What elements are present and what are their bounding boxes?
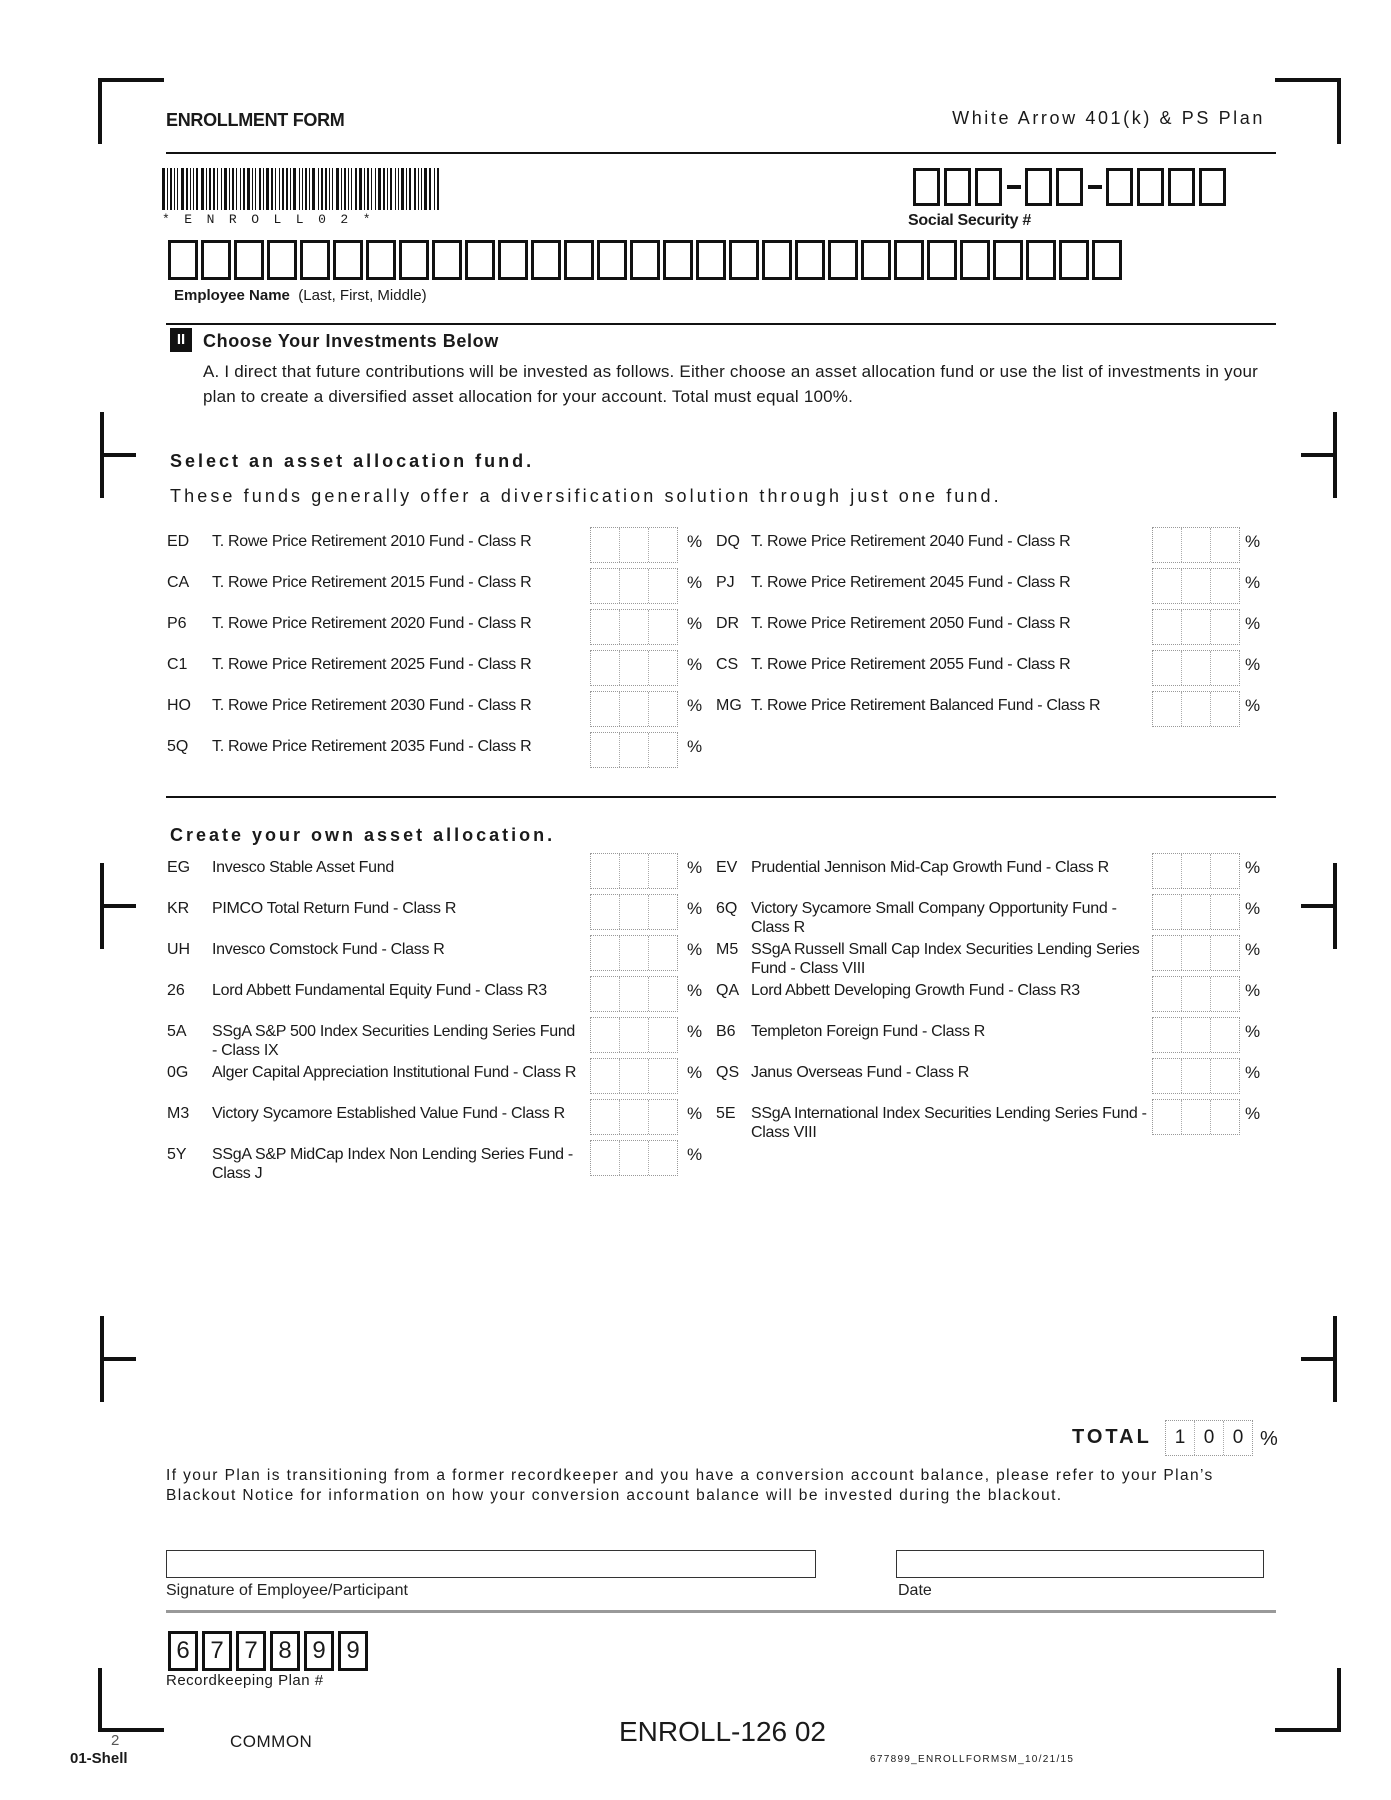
fund-name: T. Rowe Price Retirement 2020 Fund - Class R — [212, 615, 532, 632]
plan-digit: 7 — [202, 1631, 232, 1671]
percent-sign: % — [1245, 1022, 1261, 1041]
plan-digit: 7 — [236, 1631, 266, 1671]
fund-code: QS — [716, 1064, 740, 1081]
header-rule — [166, 152, 1276, 154]
corner-mark-top-left — [98, 78, 164, 144]
fund-code: DQ — [716, 533, 740, 550]
name-char-box[interactable] — [960, 240, 990, 280]
fund-name: Alger Capital Appreciation Institutional Fund - Class R — [212, 1064, 577, 1081]
total-label: TOTAL — [1072, 1426, 1152, 1448]
page-number: 2 — [111, 1732, 120, 1749]
fund-code: 5Y — [167, 1146, 187, 1163]
fund-code: EG — [167, 859, 191, 876]
employee-name-label-text: Employee Name — [174, 287, 290, 304]
file-id: 677899_ENROLLFORMSM_10/21/15 — [870, 1754, 1075, 1765]
name-char-box[interactable] — [168, 240, 198, 280]
asset-allocation-title: Select an asset allocation fund. — [170, 451, 535, 471]
fund-code: 0G — [167, 1064, 189, 1081]
side-tick-left-3 — [100, 1316, 104, 1402]
name-char-box[interactable] — [234, 240, 264, 280]
name-char-box[interactable] — [432, 240, 462, 280]
signature-rule — [166, 1610, 1276, 1613]
percent-sign: % — [1245, 1063, 1261, 1082]
ssn-boxes[interactable] — [913, 168, 1230, 206]
fund-percent-input[interactable] — [590, 935, 678, 971]
side-tick-right-1 — [1333, 412, 1337, 498]
name-char-box[interactable] — [597, 240, 627, 280]
fund-code: 5A — [167, 1023, 187, 1040]
name-char-box[interactable] — [564, 240, 594, 280]
fund-code: B6 — [716, 1023, 736, 1040]
plan-digit: 9 — [338, 1631, 368, 1671]
fund-name: T. Rowe Price Retirement 2015 Fund - Class R — [212, 574, 532, 591]
fund-percent-input[interactable] — [590, 609, 678, 645]
common-label: COMMON — [230, 1732, 313, 1751]
fund-name: Janus Overseas Fund - Class R — [751, 1064, 970, 1081]
percent-sign: % — [687, 1063, 703, 1082]
form-title: ENROLLMENT FORM — [166, 110, 345, 130]
side-tick-right-2 — [1333, 863, 1337, 949]
percent-sign: % — [1245, 655, 1261, 674]
name-char-box[interactable] — [630, 240, 660, 280]
total-digit: 0 — [1232, 1427, 1244, 1448]
percent-sign: % — [687, 1145, 703, 1164]
fund-name: Prudential Jennison Mid-Cap Growth Fund - Class R — [751, 859, 1109, 876]
percent-sign: % — [687, 1104, 703, 1123]
percent-sign: % — [1245, 1104, 1261, 1123]
percent-sign: % — [687, 981, 703, 1000]
side-tick-left-1 — [100, 412, 104, 498]
fund-percent-input[interactable] — [1152, 894, 1240, 930]
section-number-badge: II — [170, 328, 192, 352]
name-char-box[interactable] — [696, 240, 726, 280]
fund-name: T. Rowe Price Retirement 2035 Fund - Class R — [212, 738, 532, 755]
fund-percent-input[interactable] — [590, 691, 678, 727]
fund-percent-input[interactable] — [590, 1058, 678, 1094]
fund-code: HO — [167, 697, 191, 714]
fund-code: M3 — [167, 1105, 190, 1122]
fund-percent-input[interactable] — [590, 527, 678, 563]
fund-name: SSgA Russell Small Cap Index Securities Lending Series Fund - Class VIII — [751, 941, 1140, 977]
fund-name: T. Rowe Price Retirement 2010 Fund - Class R — [212, 533, 532, 550]
name-char-box[interactable] — [1059, 240, 1089, 280]
fund-code: CA — [167, 574, 190, 591]
percent-sign: % — [687, 532, 703, 551]
fund-code: MG — [716, 697, 742, 714]
fund-code: 26 — [167, 982, 185, 999]
recordkeeping-plan-label: Recordkeeping Plan # — [166, 1672, 324, 1689]
fund-percent-input[interactable] — [1152, 935, 1240, 971]
name-char-box[interactable] — [1026, 240, 1056, 280]
name-char-box[interactable] — [894, 240, 924, 280]
percent-sign: % — [1245, 614, 1261, 633]
percent-sign: % — [1245, 532, 1261, 551]
recordkeeping-plan-boxes — [168, 1631, 372, 1671]
employee-name-label — [174, 287, 427, 304]
employee-name-boxes[interactable] — [168, 240, 1125, 280]
name-char-box[interactable] — [399, 240, 429, 280]
fund-code: EV — [716, 859, 738, 876]
name-char-box[interactable] — [267, 240, 297, 280]
fund-percent-input[interactable] — [590, 1017, 678, 1053]
total-digit: 1 — [1166, 1421, 1195, 1455]
name-char-box[interactable] — [762, 240, 792, 280]
ssn-label: Social Security # — [908, 212, 1031, 229]
name-char-box[interactable] — [498, 240, 528, 280]
fund-code: 5Q — [167, 738, 189, 755]
fund-percent-input[interactable] — [590, 894, 678, 930]
fund-percent-input[interactable] — [590, 732, 678, 768]
fund-percent-input[interactable] — [1152, 1099, 1240, 1135]
fund-percent-input[interactable] — [590, 650, 678, 686]
asset-allocation-description: These funds generally offer a diversification solution through just one fund. — [170, 486, 1002, 506]
section-description: A. I direct that future contributions will be invested as follows. Either choose an asset allocation fund or use the list of investments in your plan to create a diversified asset allocation for your account. Total must equal 100%. — [203, 362, 1259, 406]
fund-code: ED — [167, 533, 190, 550]
fund-code: M5 — [716, 941, 739, 958]
name-char-box[interactable] — [861, 240, 891, 280]
fund-name: T. Rowe Price Retirement 2050 Fund - Class R — [751, 615, 1071, 632]
plan-digit: 6 — [168, 1631, 198, 1671]
side-tick-right-3 — [1333, 1316, 1337, 1402]
side-tick-left-2 — [100, 863, 104, 949]
shell-label: 01-Shell — [70, 1750, 128, 1767]
fund-code: PJ — [716, 574, 735, 591]
corner-mark-bottom-right — [1275, 1668, 1341, 1732]
fund-percent-input[interactable] — [1152, 976, 1240, 1012]
corner-mark-bottom-left — [98, 1668, 164, 1732]
fund-code: CS — [716, 656, 739, 673]
fund-percent-input[interactable] — [1152, 609, 1240, 645]
fund-code: 5E — [716, 1105, 736, 1122]
fund-code: 6Q — [716, 900, 738, 917]
percent-sign: % — [687, 858, 703, 877]
name-char-box[interactable] — [828, 240, 858, 280]
percent-sign: % — [687, 696, 703, 715]
name-char-box[interactable] — [1092, 240, 1122, 280]
date-field[interactable] — [896, 1550, 1264, 1578]
name-rule — [166, 323, 1276, 325]
fund-name: T. Rowe Price Retirement 2045 Fund - Class R — [751, 574, 1071, 591]
total-digit: 0 — [1195, 1421, 1224, 1455]
fund-name: SSgA S&P MidCap Index Non Lending Series Fund - Class J — [212, 1146, 573, 1182]
own-allocation-title: Create your own asset allocation. — [170, 825, 556, 845]
name-char-box[interactable] — [729, 240, 759, 280]
fund-percent-input[interactable] — [1152, 853, 1240, 889]
fund-percent-input[interactable] — [590, 568, 678, 604]
fund-percent-input[interactable] — [590, 853, 678, 889]
percent-sign: % — [1245, 858, 1261, 877]
name-char-box[interactable] — [201, 240, 231, 280]
name-char-box[interactable] — [993, 240, 1023, 280]
fund-name: T. Rowe Price Retirement 2040 Fund - Class R — [751, 533, 1071, 550]
form-code: ENROLL-126 02 — [619, 1716, 827, 1747]
fund-name: T. Rowe Price Retirement 2025 Fund - Class R — [212, 656, 532, 673]
fund-percent-input[interactable] — [1152, 650, 1240, 686]
plan-digit: 8 — [270, 1631, 300, 1671]
percent-sign: % — [687, 737, 703, 756]
asset-allocation-rule — [166, 796, 1276, 798]
name-char-box[interactable] — [366, 240, 396, 280]
percent-sign: % — [687, 573, 703, 592]
fund-name: Invesco Stable Asset Fund — [212, 859, 394, 876]
fund-percent-input[interactable] — [1152, 568, 1240, 604]
fund-name: Lord Abbett Fundamental Equity Fund - Class R3 — [212, 982, 547, 999]
fund-name: T. Rowe Price Retirement 2055 Fund - Class R — [751, 656, 1071, 673]
total-percent-sign: % — [1260, 1428, 1278, 1450]
percent-sign: % — [1245, 981, 1261, 1000]
fund-name: PIMCO Total Return Fund - Class R — [212, 900, 457, 917]
plan-name: White Arrow 401(k) & PS Plan — [952, 108, 1265, 128]
employee-name-hint: (Last, First, Middle) — [298, 287, 427, 304]
total-percent-box — [1165, 1420, 1253, 1456]
fund-percent-input[interactable] — [590, 1140, 678, 1176]
fund-code: KR — [167, 900, 190, 917]
corner-mark-top-right — [1275, 78, 1341, 144]
percent-sign: % — [687, 655, 703, 674]
fund-percent-input[interactable] — [590, 976, 678, 1012]
percent-sign: % — [687, 899, 703, 918]
fund-percent-input[interactable] — [1152, 691, 1240, 727]
barcode-text: *ENROLL02* — [162, 212, 386, 227]
percent-sign: % — [687, 940, 703, 959]
fund-name: Lord Abbett Developing Growth Fund - Class R3 — [751, 982, 1080, 999]
name-char-box[interactable] — [795, 240, 825, 280]
name-char-box[interactable] — [927, 240, 957, 280]
name-char-box[interactable] — [663, 240, 693, 280]
fund-code: DR — [716, 615, 740, 632]
fund-percent-input[interactable] — [1152, 527, 1240, 563]
fund-code: QA — [716, 982, 740, 999]
fund-name: Invesco Comstock Fund - Class R — [212, 941, 445, 958]
fund-name: SSgA International Index Securities Lending Series Fund - Class VIII — [751, 1105, 1147, 1141]
percent-sign: % — [1245, 696, 1261, 715]
name-char-box[interactable] — [333, 240, 363, 280]
percent-sign: % — [687, 614, 703, 633]
name-char-box[interactable] — [465, 240, 495, 280]
percent-sign: % — [1245, 940, 1261, 959]
percent-sign: % — [1245, 573, 1261, 592]
percent-sign: % — [1245, 899, 1261, 918]
fund-name: T. Rowe Price Retirement Balanced Fund - Class R — [751, 697, 1101, 714]
blackout-notice: If your Plan is transitioning from a former recordkeeper and you have a conversion account balance, please refer to your Plan’s Blackout Notice for information on how your conversion account balance will be invested during the blackout. — [166, 1467, 1214, 1504]
fund-name: Templeton Foreign Fund - Class R — [751, 1023, 986, 1040]
fund-percent-input[interactable] — [1152, 1058, 1240, 1094]
section-title: Choose Your Investments Below — [203, 331, 499, 351]
fund-percent-input[interactable] — [590, 1099, 678, 1135]
signature-field[interactable] — [166, 1550, 816, 1578]
name-char-box[interactable] — [300, 240, 330, 280]
fund-code: UH — [167, 941, 191, 958]
fund-name: Victory Sycamore Established Value Fund - Class R — [212, 1105, 565, 1122]
fund-name: Victory Sycamore Small Company Opportunity Fund - Class R — [751, 900, 1117, 936]
fund-code: P6 — [167, 615, 187, 632]
barcode — [162, 168, 470, 210]
fund-name: T. Rowe Price Retirement 2030 Fund - Class R — [212, 697, 532, 714]
date-label: Date — [898, 1582, 932, 1599]
plan-digit: 9 — [304, 1631, 334, 1671]
percent-sign: % — [687, 1022, 703, 1041]
fund-name: SSgA S&P 500 Index Securities Lending Series Fund - Class IX — [212, 1023, 576, 1059]
name-char-box[interactable] — [531, 240, 561, 280]
signature-label: Signature of Employee/Participant — [166, 1582, 408, 1599]
fund-percent-input[interactable] — [1152, 1017, 1240, 1053]
fund-code: C1 — [167, 656, 188, 673]
